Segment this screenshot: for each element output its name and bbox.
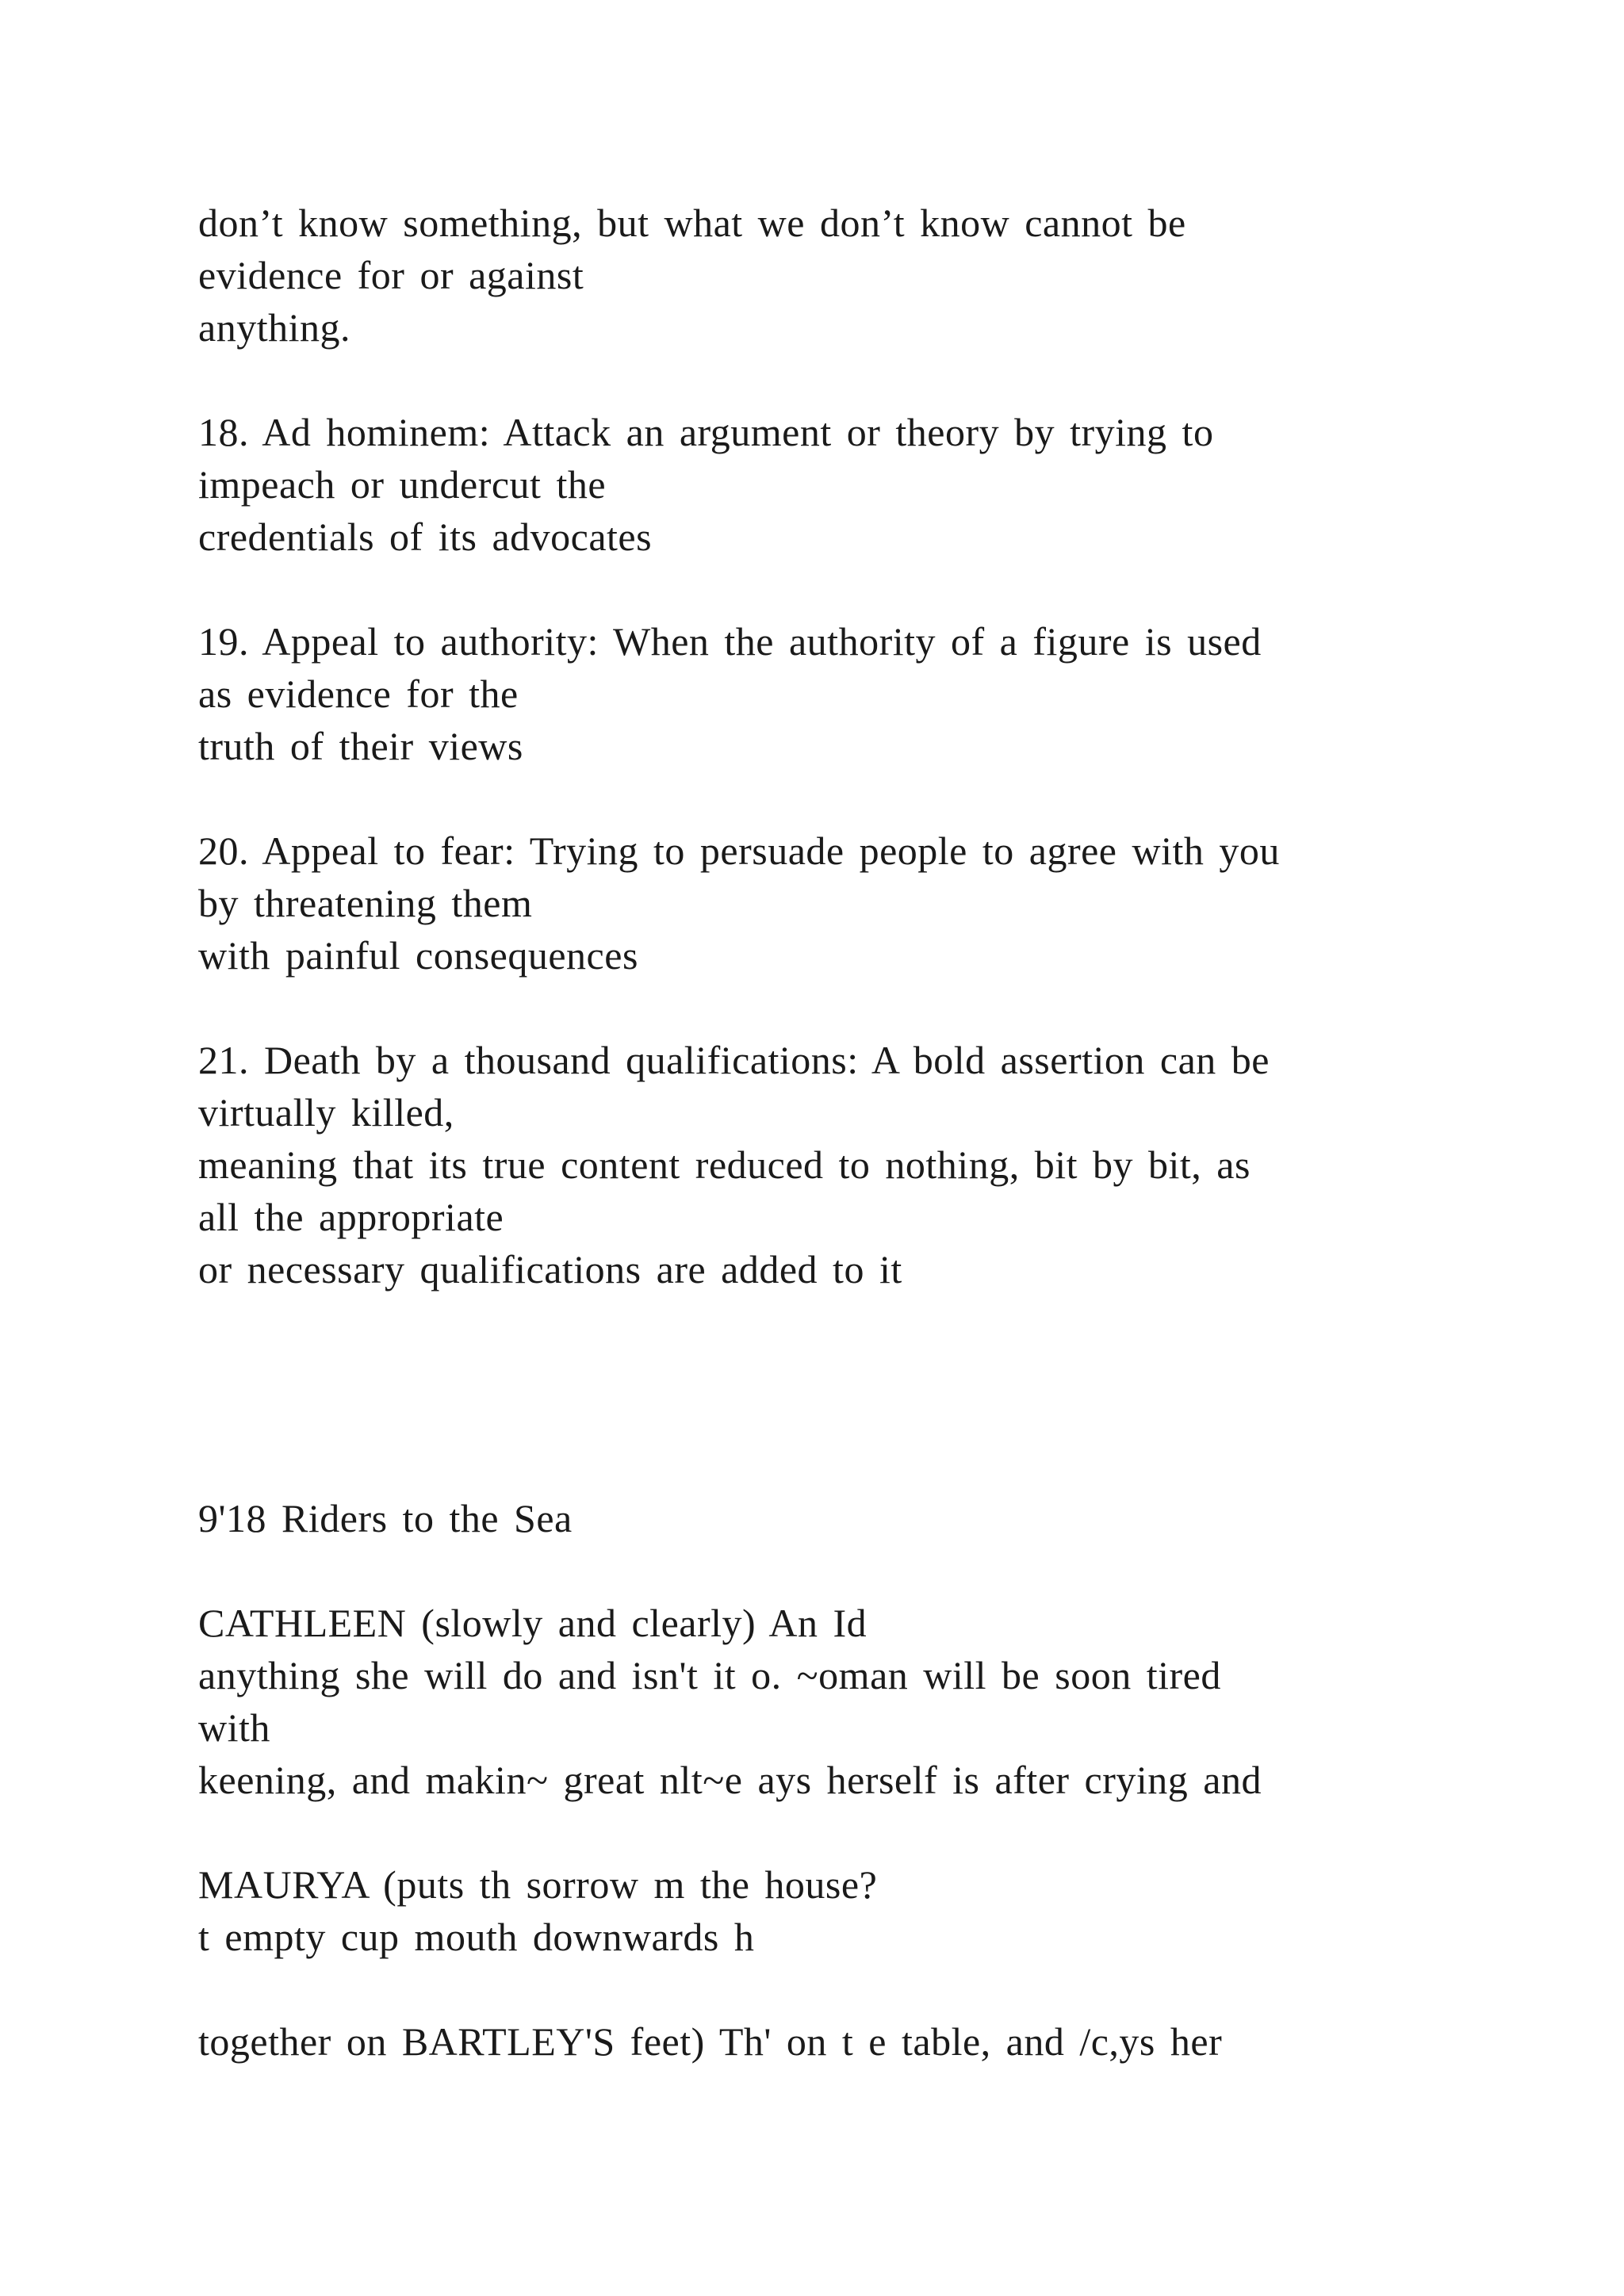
- fallacy-item-20-line: with painful consequences: [198, 933, 638, 978]
- fallacy-item-19-line: 19. Appeal to authority: When the authority of a figure is used: [198, 619, 1262, 664]
- fallacy-item-21-line: 21. Death by a thousand qualifications: A bold assertion can be: [198, 1038, 1270, 1082]
- fallacy-item-18-line: 18. Ad hominem: Attack an argument or theory by trying to: [198, 410, 1214, 454]
- text-line: evidence for or against: [198, 253, 584, 297]
- cathleen-line: anything she will do and isn't it o. ~oman will be soon tired: [198, 1653, 1221, 1697]
- fallacy-item-18-line: impeach or undercut the: [198, 462, 607, 507]
- fallacy-item-21-line: or necessary qualifications are added to it: [198, 1247, 902, 1292]
- text-line: anything.: [198, 305, 350, 350]
- paragraph-gap: [198, 1544, 1546, 1597]
- fallacy-item-20-line: 20. Appeal to fear: Trying to persuade people to agree with you: [198, 828, 1280, 873]
- fallacy-item-18-line: credentials of its advocates: [198, 515, 653, 559]
- fallacy-item-21-line: all the appropriate: [198, 1195, 504, 1239]
- paragraph-gap: [198, 1806, 1546, 1858]
- play-heading: 9'18 Riders to the Sea: [198, 1496, 573, 1540]
- cathleen-line: keening, and makin~ great nlt~e ays herself is after crying and: [198, 1758, 1262, 1802]
- fallacies-section: [198, 197, 1546, 1295]
- paragraph-gap: [198, 772, 1546, 825]
- paragraph-gap: [198, 982, 1546, 1034]
- fallacy-item-21-line: meaning that its true content reduced to nothing, bit by bit, as: [198, 1142, 1251, 1187]
- cathleen-line: CATHLEEN (slowly and clearly) An Id: [198, 1601, 868, 1645]
- fallacy-item-19-line: as evidence for the: [198, 672, 519, 716]
- text-line: don’t know something, but what we don’t know cannot be: [198, 201, 1186, 245]
- paragraph-gap: [198, 1963, 1546, 2015]
- cathleen-line: with: [198, 1705, 270, 1750]
- paragraph-gap: [198, 354, 1546, 406]
- fallacy-item-21-line: virtually killed,: [198, 1090, 454, 1135]
- maurya-line: t empty cup mouth downwards h: [198, 1915, 755, 1959]
- stage-direction-line: together on BARTLEY'S feet) Th' on t e table, and /c,ys her: [198, 2019, 1223, 2064]
- maurya-line: MAURYA (puts th sorrow m the house?: [198, 1862, 878, 1907]
- play-excerpt-section: [198, 1492, 1546, 2068]
- fallacy-item-20-line: by threatening them: [198, 881, 533, 925]
- paragraph-gap: [198, 563, 1546, 615]
- fallacy-item-19-line: truth of their views: [198, 724, 523, 768]
